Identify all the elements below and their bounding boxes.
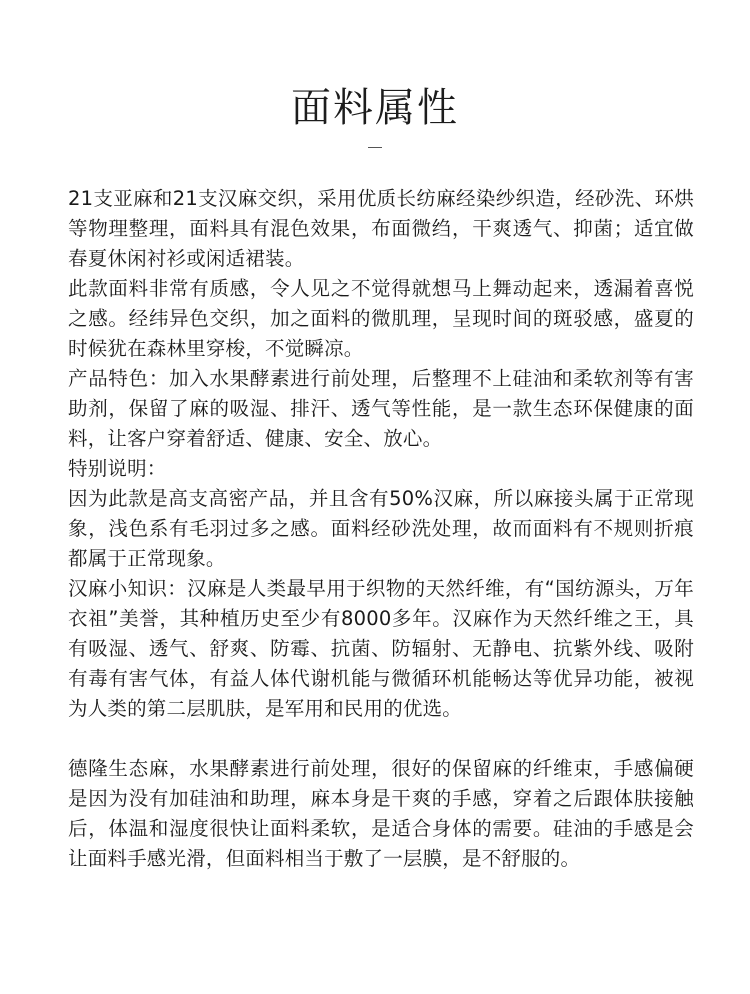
paragraph-fabric-composition: 21支亚麻和21支汉麻交织，采用优质长纺麻经染纱织造，经砂洗、环烘等物理整理，面料具有混色效果，布面微绉，干爽透气、抑菌；适宜做春夏休闲衬衫或闲适裙装。 [68, 187, 694, 270]
description-body [68, 184, 694, 874]
paragraph-product-features: 产品特色：加入水果酵素进行前处理，后整理不上硅油和柔软剂等有害助剂，保留了麻的吸湿、排汗、透气等性能，是一款生态环保健康的面料，让客户穿着舒适、健康、安全、放心。 [68, 367, 694, 450]
paragraph-texture: 此款面料非常有质感，令人见之不觉得就想马上舞动起来，透漏着喜悦之感。经纬异色交织，加之面料的微肌理，呈现时间的斑驳感，盛夏的时候犹在森林里穿梭，不觉瞬凉。 [68, 277, 694, 360]
paragraph-hemp-knowledge: 汉麻小知识：汉麻是人类最早用于织物的天然纤维，有“国纺源头，万年衣祖”美誉，其种植历史至少有8000多年。汉麻作为天然纤维之王，具有吸湿、透气、舒爽、防霉、抗菌、防辐射、无静电、抗紫外线、吸附有毒有害气体，有益人体代谢机能与微循环机能畅达等优异功能，被视为人类的第二层肌肤，是军用和民用的优选。 [68, 577, 694, 720]
paragraph-delong-eco-linen: 德隆生态麻，水果酵素进行前处理，很好的保留麻的纤维束，手感偏硬是因为没有加硅油和助理，麻本身是干爽的手感，穿着之后跟体肤接触后，体温和湿度很快让面料柔软，是适合身体的需要。硅油的手感是会让面料手感光滑，但面料相当于敷了一层膜，是不舒服的。 [68, 757, 694, 870]
title-divider [368, 147, 382, 148]
paragraph-special-note: 因为此款是高支高密产品，并且含有50%汉麻，所以麻接头属于正常现象，浅色系有毛羽过多之感。面料经砂洗处理，故而面料有不规则折痕都属于正常现象。 [68, 487, 694, 570]
paragraph-special-note-heading: 特别说明： [68, 457, 167, 480]
page-title: 面料属性 [291, 85, 459, 131]
